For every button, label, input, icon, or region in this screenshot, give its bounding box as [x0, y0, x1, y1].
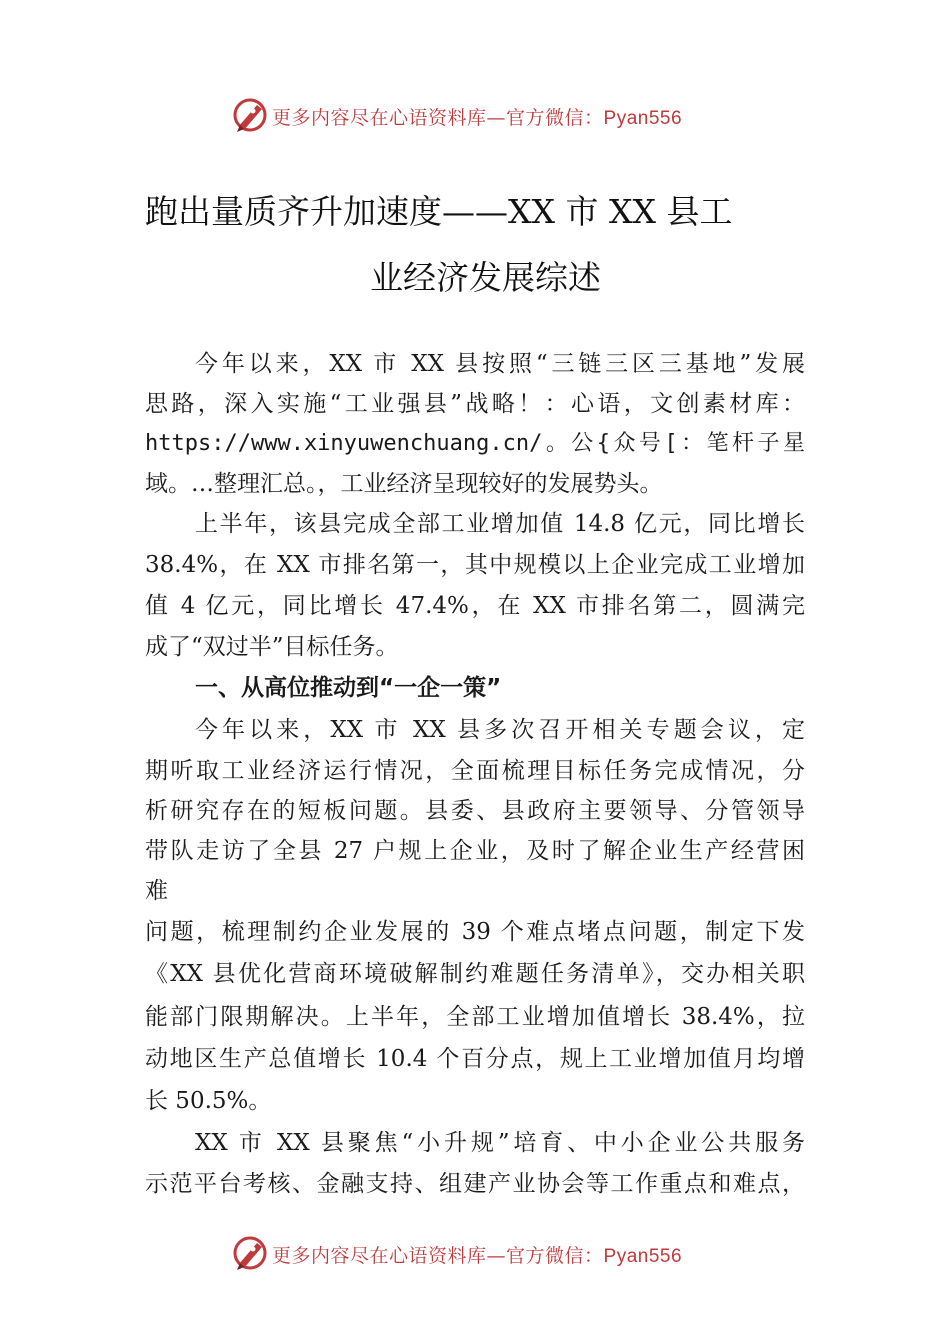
page-title-line-2: 业经济发展综述 [370, 258, 601, 297]
paragraph-line: 今年以来，XX 市 XX 县按照“三链三区三基地”发展 [195, 351, 805, 377]
paragraph-line: XX 市 XX 县聚焦“小升规”培育、中小企业公共服务 [195, 1130, 805, 1156]
paragraph-line: 析研究存在的短板问题。县委、县政府主要领导、分管领导 [145, 798, 805, 824]
watermark-text: 更多内容尽在心语资料库—官方微信： [272, 107, 604, 129]
wechat-id: Pyan556 [603, 108, 683, 129]
paragraph-line: 能部门限期解决。上半年，全部工业增加值增长 38.4%，拉 [145, 1004, 805, 1030]
watermark-header [0, 96, 950, 140]
pen-logo-icon [231, 1234, 269, 1272]
paragraph-line: 示范平台考核、金融支持、组建产业协会等工作重点和难点， [145, 1171, 805, 1197]
page-title-line-1: 跑出量质齐升加速度——XX 市 XX 县工 [145, 192, 733, 231]
paragraph-line: 问题，梳理制约企业发展的 39 个难点堵点问题，制定下发 [145, 919, 805, 945]
paragraph-line: 今年以来，XX 市 XX 县多次召开相关专题会议，定 [195, 717, 805, 743]
paragraph-line: 难 [145, 878, 168, 904]
section-heading: 一、从高位推动到“一企一策” [195, 675, 502, 701]
paragraph-line: 带队走访了全县 27 户规上企业，及时了解企业生产经营困 [145, 838, 805, 864]
paragraph-line: 值 4 亿元，同比增长 47.4%，在 XX 市排名第二，圆满完 [145, 593, 805, 619]
paragraph-line: 长 50.5%。 [145, 1088, 272, 1114]
paragraph-line-url: https://www.xinyuwenchuang.cn/。公{众号[：笔杆子星 [145, 431, 805, 456]
paragraph-line: 成了“双过半”目标任务。 [145, 634, 399, 660]
paragraph-line: 期听取工业经济运行情况，全面梳理目标任务完成情况，分 [145, 758, 805, 784]
watermark-text: 更多内容尽在心语资料库—官方微信： [272, 1245, 604, 1267]
paragraph-line: 上半年，该县完成全部工业增加值 14.8 亿元，同比增长 [195, 511, 805, 537]
paragraph-line: 《XX 县优化营商环境破解制约难题任务清单》，交办相关职 [145, 961, 805, 987]
pen-logo-icon [231, 96, 269, 134]
wechat-id: Pyan556 [603, 1246, 683, 1267]
paragraph-line: 思路，深入实施“工业强县”战略！：心语，文创素材库： [145, 391, 805, 417]
paragraph-line: 动地区生产总值增长 10.4 个百分点，规上工业增加值月均增 [145, 1046, 805, 1072]
paragraph-line: 域。…整理汇总。，工业经济呈现较好的发展势头。 [145, 471, 663, 497]
paragraph-line: 38.4%，在 XX 市排名第一，其中规模以上企业完成工业增加 [145, 552, 805, 578]
watermark-footer [0, 1234, 950, 1278]
